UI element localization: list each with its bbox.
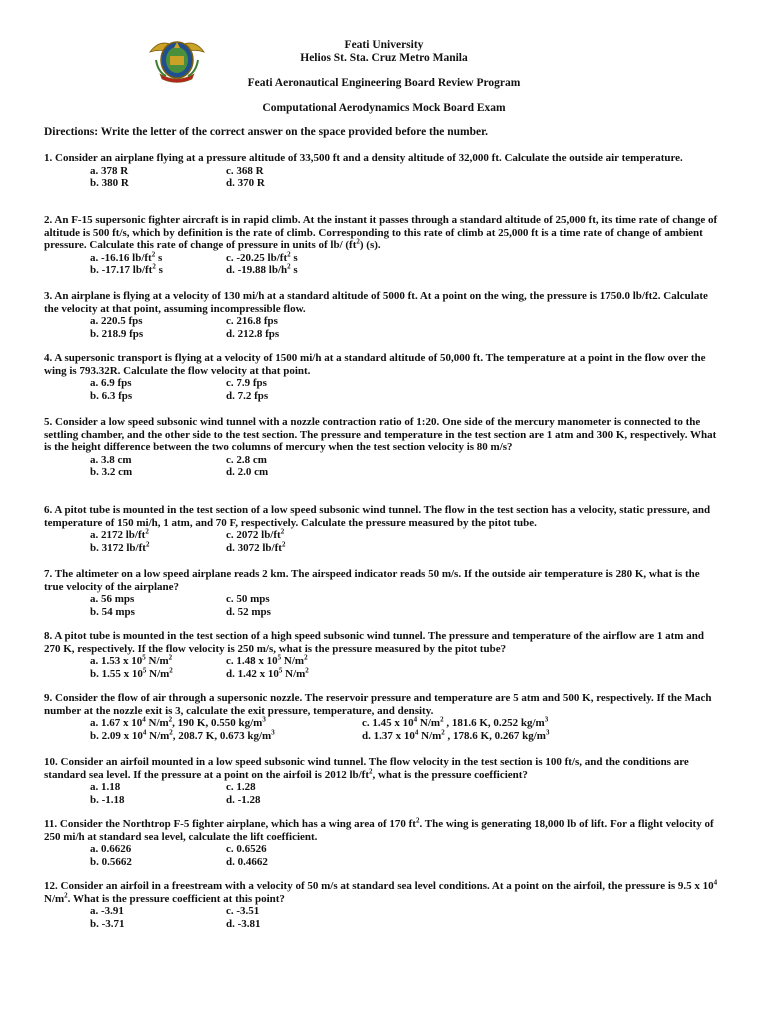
- answer-option: d. 0.4662: [226, 855, 268, 868]
- answer-option: b. 218.9 fps: [90, 327, 144, 340]
- answer-option: b. 2.09 x $10^4$ $N/m^2$, 208.7 K, 0.673 $kg/m^3$: [90, 727, 275, 742]
- question-6: [44, 504, 719, 554]
- answer-option: c. 216.8 fps: [226, 315, 278, 327]
- answer-option: d. 370 R: [226, 177, 265, 189]
- answer-option: b. -17.17 $lb/ft^2$ s: [90, 262, 163, 276]
- answer-option: c. 1.45 x $10^4$ $N/m^2$ , 181.6 K, 0.252 $kg/m^3$: [362, 715, 549, 729]
- question-5: [44, 416, 719, 479]
- answer-option: a. 2172 $lb/ft^2$: [90, 527, 149, 541]
- answer-options: [90, 905, 719, 930]
- question-stem: 11. Consider the Northtrop F-5 fighter airplane, which has a wing area of 170 $ft^2$. The wing is generating 18,000 lb of lift. For a flight velocity of 250 mi/h at standard sea level, calculate the lift coefficient.: [44, 816, 714, 843]
- answer-option: a. 220.5 fps: [90, 315, 143, 327]
- question-1: [44, 152, 719, 190]
- answer-option: c. 1.28: [226, 781, 256, 793]
- answer-option: b. 54 mps: [90, 605, 135, 618]
- answer-option: d. -19.88 $lb/h^2$ s: [226, 262, 298, 276]
- answer-option: a. 3.8 cm: [90, 453, 132, 466]
- directions-text: Directions: Write the letter of the correct answer on the space provided before the number.: [44, 126, 489, 138]
- question-9: [44, 692, 719, 742]
- answer-option: a. 56 mps: [90, 593, 135, 605]
- answer-option: d. 52 mps: [226, 605, 271, 618]
- question-stem: 2. An F-15 supersonic fighter aircraft is in rapid climb. At the instant it passes through a standard altitude of 25,000 ft, its time rate of change of altitude is 500 ft/s, which by definition is the rate of climb. Corresponding to this rate of climb at 25,000 ft is a time rate of change of ambient pressure. Calculate this rate of change of pressure in units of lb/ $(ft^2)$ (s).: [44, 214, 718, 251]
- answer-options: [90, 165, 719, 190]
- question-stem: 3. An airplane is flying at a velocity of 130 mi/h at a standard altitude of 5000 ft. At a point on the wing, the pressure is 1750.0 lb/ft2. Calculate the velocity at that point, assuming incompressible flow.: [44, 290, 708, 315]
- question-8: [44, 630, 719, 680]
- answer-option: a. 1.67 x $10^4$ $N/m^2$, 190 K, 0.550 $kg/m^3$: [90, 715, 266, 729]
- answer-option: d. -1.28: [226, 793, 261, 806]
- answer-options: [90, 717, 719, 742]
- answer-option: d. 1.42 x $10^5$ $N/m^2$: [226, 665, 309, 680]
- question-stem: 8. A pitot tube is mounted in the test section of a high speed subsonic wind tunnel. The pressure and temperature of the airflow are 1 atm and 270 K, respectively. If the flow velocity is 250 m/s, what is the pressure measured by the pitot tube?: [44, 630, 704, 655]
- answer-options: [90, 315, 719, 340]
- question-stem: 5. Consider a low speed subsonic wind tunnel with a nozzle contraction ratio of 1:20. One side of the mercury manometer is connected to the settling chamber, and the other side to the test section. The pressure and temperature in the test section are 1 atm and 300 K, respectively. What is the height difference between the two columns of mercury when the test section velocity is 80 m/s?: [44, 416, 717, 453]
- question-stem: 12. Consider an airfoil in a freestream with a velocity of 50 m/s at standard sea level conditions. At a point on the airfoil, the pressure is 9.5 x $10^4$ $N/m^2$. What is the pressure coefficient at this point?: [44, 878, 718, 905]
- answer-option: c. 50 mps: [226, 593, 270, 605]
- answer-option: c. 2.8 cm: [226, 453, 267, 466]
- answer-option: a. 1.53 x $10^5$ $N/m^2$: [90, 653, 173, 667]
- answer-options: [90, 655, 719, 680]
- answer-option: c. 7.9 fps: [226, 377, 267, 389]
- question-stem: 6. A pitot tube is mounted in the test section of a low speed subsonic wind tunnel. The flow in the test section has a velocity, static pressure, and temperature of 150 mi/h, 1 atm, and 70 F, respectively. Calculate the pressure measured by the pitot tube.: [44, 504, 711, 529]
- answer-options: [90, 454, 719, 479]
- answer-options: [90, 249, 719, 277]
- answer-options: [90, 781, 719, 806]
- university-name: Feati University: [344, 39, 424, 51]
- answer-option: d. 7.2 fps: [226, 389, 269, 402]
- answer-option: a. 0.6626: [90, 843, 132, 855]
- answer-option: d. 3072 $lb/ft^2$: [226, 539, 286, 554]
- question-stem: 9. Consider the flow of air through a supersonic nozzle. The reservoir pressure and temperature are 5 atm and 500 K, respectively. If the Mach number at the nozzle exit is 3, calculate the exit pressure, temperature, and density.: [44, 692, 712, 717]
- answer-options: [90, 593, 719, 618]
- question-stem: 4. A supersonic transport is flying at a velocity of 1500 mi/h at a standard altitude of 50,000 ft. The temperature at a point in the flow over the wing is 793.32R. Calculate the flow velocity at that point.: [44, 352, 706, 377]
- question-stem: 1. Consider an airplane flying at a pressure altitude of 33,500 ft and a density altitude of 32,000 ft. Calculate the outside air temperature.: [44, 152, 683, 164]
- answer-option: a. 6.9 fps: [90, 377, 132, 389]
- answer-option: a. -3.91: [90, 905, 124, 917]
- university-address: Helios St. Sta. Cruz Metro Manila: [300, 52, 468, 64]
- answer-option: a. 1.18: [90, 781, 121, 793]
- question-4: [44, 352, 719, 402]
- question-7: [44, 568, 719, 618]
- program-title: Feati Aeronautical Engineering Board Review Program: [247, 77, 521, 89]
- question-3: [44, 290, 719, 340]
- answer-option: d. 212.8 fps: [226, 327, 280, 340]
- answer-option: a. 378 R: [90, 164, 129, 177]
- question-2: [44, 214, 719, 277]
- answer-option: c. 1.48 x $10^5$ $N/m^2$: [226, 653, 308, 667]
- question-10: [44, 756, 719, 806]
- answer-option: c. -20.25 $lb/ft^2$ s: [226, 249, 298, 264]
- question-11: [44, 818, 719, 868]
- answer-option: c. -3.51: [226, 905, 260, 917]
- answer-option: a. -16.16 $lb/ft^2$ s: [90, 249, 163, 264]
- question-stem: 7. The altimeter on a low speed airplane reads 2 km. The airspeed indicator reads 50 m/s. If the outside air temperature is 280 K, what is the true velocity of the airplane?: [44, 568, 700, 593]
- answer-option: b. -1.18: [90, 793, 125, 806]
- answer-option: c. 368 R: [226, 164, 264, 177]
- answer-option: d. -3.81: [226, 917, 261, 930]
- answer-option: b. 380 R: [90, 177, 129, 189]
- question-stem: 10. Consider an airfoil mounted in a low speed subsonic wind tunnel. The flow velocity in the test section is 100 ft/s, and the conditions are standard sea level. If the pressure at a point on the airfoil is 2012 $lb/ft^2$, what is the pressure coefficient?: [44, 756, 689, 781]
- answer-options: [90, 377, 719, 402]
- answer-option: b. 3.2 cm: [90, 466, 133, 478]
- exam-title: Computational Aerodynamics Mock Board Exam: [262, 102, 506, 114]
- answer-options: [90, 529, 719, 554]
- answer-options: [90, 843, 719, 868]
- answer-option: b. 6.3 fps: [90, 389, 133, 402]
- answer-option: c. 0.6526: [226, 843, 267, 855]
- answer-option: b. 3172 $lb/ft^2$: [90, 539, 150, 554]
- answer-option: d. 1.37 x $10^4$ $N/m^2$ , 178.6 K, 0.267 $kg/m^3$: [362, 727, 550, 742]
- answer-option: c. 2072 $lb/ft^2$: [226, 527, 285, 541]
- answer-option: d. 2.0 cm: [226, 466, 269, 478]
- answer-option: b. -3.71: [90, 917, 125, 930]
- answer-option: b. 0.5662: [90, 855, 132, 868]
- question-12: [44, 880, 719, 930]
- answer-option: b. 1.55 x $10^5$ $N/m^2$: [90, 665, 173, 680]
